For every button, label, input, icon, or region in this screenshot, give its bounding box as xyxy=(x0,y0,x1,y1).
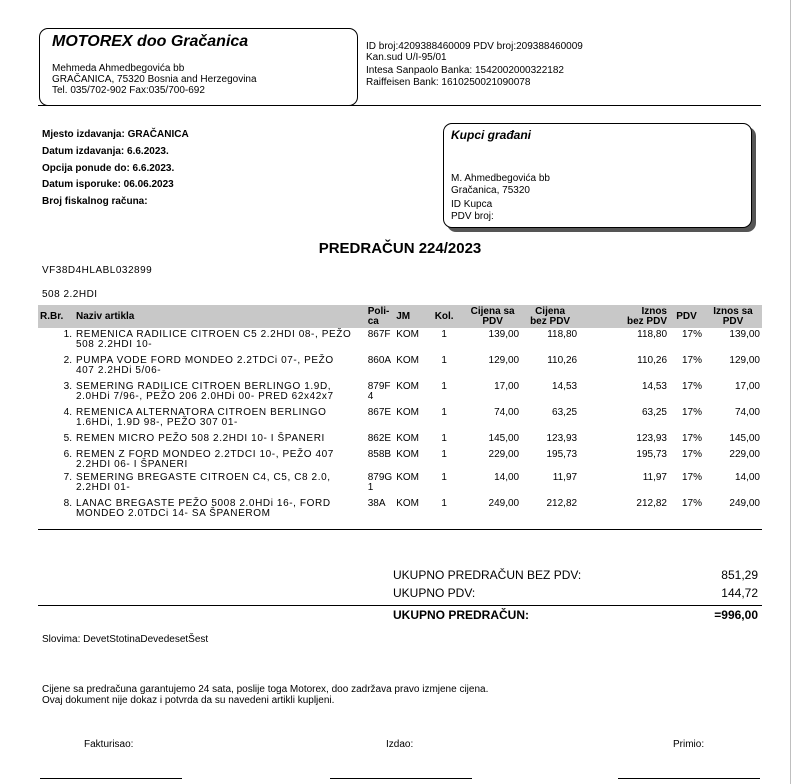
customer-id: ID Kupca xyxy=(451,199,493,210)
table-bottom-line xyxy=(38,529,762,530)
row-quantity: 1 xyxy=(441,449,447,460)
table-row xyxy=(38,354,762,380)
row-vat-rate: 17% xyxy=(681,355,702,366)
row-shelf xyxy=(366,471,394,497)
row-shelf-line-2: 1 xyxy=(367,482,374,493)
row-price-with-vat: 17,00 xyxy=(494,381,520,392)
row-article-name-line-1: LANAC BREGASTE PEŽO 5008 2.0HDi 16-, FORD xyxy=(75,498,331,509)
col-net xyxy=(521,305,579,328)
row-number: 5. xyxy=(63,433,72,444)
col-total xyxy=(704,305,762,328)
row-price-with-vat: 229,00 xyxy=(488,449,520,460)
table-row xyxy=(38,328,762,354)
row-article-name xyxy=(74,432,366,448)
row-amount-with-vat: 139,00 xyxy=(729,329,760,340)
row-amount-with-vat: 129,00 xyxy=(729,355,760,366)
row-price-without-vat: 118,80 xyxy=(547,329,578,340)
row-shelf xyxy=(366,328,394,354)
row-article-name-line-2: 2.0HDi 7/96-, PEŽO 206 2.0HDi 00- PRED 62x42x7 xyxy=(75,391,334,402)
row-article-name-line-2: MONDEO 2.0TDCi 14- SA ŠPANEROM xyxy=(75,508,271,519)
row-vat-rate: 17% xyxy=(681,433,702,444)
row-shelf xyxy=(366,448,394,471)
col-name: Naziv artikla xyxy=(74,305,366,328)
row-shelf-line-2: 4 xyxy=(367,391,374,402)
col-vat: PDV xyxy=(669,305,704,328)
signature-invoiced-label: Fakturisao: xyxy=(84,739,134,750)
fiscal-number: Broj fiskalnog računa: xyxy=(42,196,148,207)
row-price-without-vat: 110,26 xyxy=(547,355,578,366)
table-row xyxy=(38,448,762,471)
row-quantity: 1 xyxy=(441,355,447,366)
row-article-name-line-1: REMEN MICRO PEŽO 508 2.2HDI 10- I ŠPANERI xyxy=(75,433,325,444)
row-number: 6. xyxy=(63,449,72,460)
row-quantity: 1 xyxy=(441,472,447,483)
row-price-with-vat: 139,00 xyxy=(488,329,520,340)
registry-ids: ID broj:4209388460009 PDV broj:209388460009 xyxy=(366,41,583,52)
row-article-name-line-2: 508 2.2HDI 10- xyxy=(75,339,153,350)
col-amount-1: Iznos xyxy=(641,305,667,317)
row-article-name-line-1: SEMERING RADILICE CITROEN BERLINGO 1.9D, xyxy=(75,381,332,392)
row-shelf-line-1: 867E xyxy=(367,407,392,418)
table-row xyxy=(38,380,762,406)
row-amount-with-vat: 249,00 xyxy=(729,498,760,509)
vehicle-model: 508 2.2HDI xyxy=(42,289,98,300)
row-amount-without-vat: 123,93 xyxy=(636,433,667,444)
row-shelf xyxy=(366,432,394,448)
row-article-name-line-2: 2.2HDI 01- xyxy=(75,482,131,493)
customer-vat: PDV broj: xyxy=(451,211,494,222)
row-article-name xyxy=(74,471,366,497)
col-net-2: bez PDV xyxy=(530,315,571,327)
col-jm: JM xyxy=(394,305,424,328)
col-price xyxy=(464,305,521,328)
vehicle-vin: VF38D4HLABL032899 xyxy=(42,265,153,276)
row-article-name xyxy=(74,354,366,380)
grand-total-label: UKUPNO PREDRAČUN: xyxy=(393,608,530,622)
company-city: GRAČANICA, 75320 Bosnia and Herzegovina xyxy=(52,74,257,85)
row-amount-without-vat: 118,80 xyxy=(637,329,667,340)
row-shelf-line-1: 38A xyxy=(367,498,386,509)
col-price-1: Cijena sa xyxy=(470,305,515,317)
company-box xyxy=(39,28,358,106)
row-article-name-line-1: PUMPA VODE FORD MONDEO 2.2TDCi 07-, PEŽO xyxy=(75,355,334,366)
row-amount-without-vat: 11,97 xyxy=(642,472,667,483)
row-price-without-vat: 11,97 xyxy=(552,472,578,483)
col-police-1: Poli- xyxy=(367,305,390,317)
row-shelf xyxy=(366,406,394,432)
table-row xyxy=(38,471,762,497)
items-table xyxy=(38,305,762,521)
row-price-without-vat: 195,73 xyxy=(546,449,578,460)
row-number: 8. xyxy=(63,498,72,509)
row-quantity: 1 xyxy=(441,433,447,444)
table-header xyxy=(38,305,762,328)
company-address: Mehmeda Ahmedbegovića bb xyxy=(52,63,185,74)
row-price-with-vat: 129,00 xyxy=(488,355,520,366)
table-row xyxy=(38,406,762,432)
row-unit: KOM xyxy=(396,381,419,392)
col-police xyxy=(366,305,394,328)
row-number: 7. xyxy=(63,472,72,483)
row-price-with-vat: 249,00 xyxy=(488,498,520,509)
row-article-name xyxy=(74,406,366,432)
row-vat-rate: 17% xyxy=(681,407,702,418)
company-name: MOTOREX doo Gračanica xyxy=(52,33,249,50)
price-guarantee-note: Cijene sa predračuna garantujemo 24 sata, poslije toga Motorex, doo zadržava pravo izmjene cijena. xyxy=(42,684,489,695)
total-vat-value: 144,72 xyxy=(721,586,758,600)
row-article-name xyxy=(74,448,366,471)
row-amount-without-vat: 14,53 xyxy=(641,381,667,392)
total-net-label: UKUPNO PREDRAČUN BEZ PDV: xyxy=(393,568,582,582)
col-amount xyxy=(579,305,669,328)
row-quantity: 1 xyxy=(441,329,447,340)
customer-title: Kupci građani xyxy=(451,128,532,142)
registry-bank2: Raiffeisen Bank: 1610250021090078 xyxy=(366,77,531,88)
disclaimer-note: Ovaj dokument nije dokaz i potvrda da su navedeni artikli kupljeni. xyxy=(42,695,335,706)
row-vat-rate: 17% xyxy=(681,498,702,509)
col-price-2: PDV xyxy=(482,315,503,327)
row-price-without-vat: 123,93 xyxy=(546,433,578,444)
amount-in-words: Slovima: DevetStotinaDevedesetŠest xyxy=(42,634,209,645)
col-police-2: ca xyxy=(367,315,379,327)
row-unit: KOM xyxy=(396,449,419,460)
row-amount-without-vat: 212,82 xyxy=(636,498,667,509)
row-amount-with-vat: 74,00 xyxy=(734,407,760,418)
row-shelf xyxy=(366,497,394,521)
customer-address: M. Ahmedbegovića bb xyxy=(451,173,550,184)
row-number: 1. xyxy=(63,329,72,340)
col-qty: Kol. xyxy=(424,305,464,328)
document-title: PREDRAČUN 224/2023 xyxy=(318,240,482,257)
total-net-value: 851,29 xyxy=(721,568,758,582)
row-shelf-line-1: 879G xyxy=(367,472,393,483)
row-unit: KOM xyxy=(396,329,419,340)
row-amount-with-vat: 14,00 xyxy=(734,472,760,483)
row-shelf-line-1: 867F xyxy=(367,329,391,340)
row-amount-with-vat: 145,00 xyxy=(729,433,760,444)
row-number: 3. xyxy=(63,381,72,392)
customer-box xyxy=(443,123,752,228)
row-shelf-line-1: 858B xyxy=(367,449,392,460)
row-price-with-vat: 74,00 xyxy=(494,407,520,418)
row-article-name-line-1: SEMERING BREGASTE CITROEN C4, C5, C8 2.0, xyxy=(75,472,331,483)
row-quantity: 1 xyxy=(441,381,447,392)
grand-total-value: =996,00 xyxy=(714,608,758,622)
row-unit: KOM xyxy=(396,407,419,418)
row-article-name-line-1: REMEN Z FORD MONDEO 2.2TDCI 10-, PEŽO 407 xyxy=(75,449,334,460)
row-article-name-line-2: 407 2.2HDi 5/06- xyxy=(75,365,162,376)
row-price-without-vat: 63,25 xyxy=(552,407,578,418)
total-vat-label: UKUPNO PDV: xyxy=(393,586,476,600)
row-article-name xyxy=(74,497,366,521)
row-price-with-vat: 14,00 xyxy=(494,472,520,483)
row-article-name-line-1: REMENICA ALTERNATORA CITROEN BERLINGO xyxy=(75,407,327,418)
table-row xyxy=(38,432,762,448)
row-shelf xyxy=(366,354,394,380)
row-vat-rate: 17% xyxy=(681,449,702,460)
row-article-name xyxy=(74,380,366,406)
col-rbr: R.Br. xyxy=(38,305,74,328)
signature-issued-label: Izdao: xyxy=(386,739,414,750)
page-edge xyxy=(790,0,791,784)
offer-option: Opcija ponude do: 6.6.2023. xyxy=(42,163,175,174)
row-price-without-vat: 14,53 xyxy=(552,381,578,392)
row-unit: KOM xyxy=(396,433,419,444)
row-unit: KOM xyxy=(396,355,419,366)
row-number: 4. xyxy=(63,407,72,418)
row-article-name-line-2: 2.2HDI 06- I ŠPANERI xyxy=(75,459,188,470)
registry-court: Kan.sud U/I-95/01 xyxy=(366,52,447,63)
row-number: 2. xyxy=(63,355,72,366)
col-total-2: PDV xyxy=(722,315,744,327)
row-amount-with-vat: 229,00 xyxy=(729,449,760,460)
row-amount-with-vat: 17,00 xyxy=(734,381,760,392)
header-divider xyxy=(38,105,761,106)
company-phone: Tel. 035/702-902 Fax:035/700-692 xyxy=(52,85,205,96)
row-amount-without-vat: 63,25 xyxy=(641,407,667,418)
signature-received-line xyxy=(618,778,760,779)
delivery-date: Datum isporuke: 06.06.2023 xyxy=(42,179,174,190)
row-article-name-line-2: 1.6HDi, 1.9D 98-, PEŽO 307 01- xyxy=(75,417,238,428)
row-unit: KOM xyxy=(396,498,419,509)
row-vat-rate: 17% xyxy=(681,329,702,340)
issue-place: Mjesto izdavanja: GRAČANICA xyxy=(42,129,189,140)
row-quantity: 1 xyxy=(441,407,447,418)
totals-divider xyxy=(38,605,762,606)
col-total-1: Iznos sa xyxy=(713,305,753,317)
row-unit: KOM xyxy=(396,472,419,483)
registry-bank1: Intesa Sanpaolo Banka: 1542002000322182 xyxy=(366,65,564,76)
customer-city: Gračanica, 75320 xyxy=(451,185,530,196)
row-shelf-line-1: 860A xyxy=(367,355,392,366)
row-amount-without-vat: 110,26 xyxy=(637,355,667,366)
row-shelf xyxy=(366,380,394,406)
table-row xyxy=(38,497,762,521)
row-article-name-line-1: REMENICA RADILICE CITROEN C5 2.2HDI 08-, PEŽO xyxy=(75,329,352,340)
row-vat-rate: 17% xyxy=(681,381,702,392)
col-net-1: Cijena xyxy=(535,305,566,317)
row-vat-rate: 17% xyxy=(681,472,702,483)
row-price-with-vat: 145,00 xyxy=(488,433,520,444)
row-price-without-vat: 212,82 xyxy=(546,498,578,509)
col-amount-2: bez PDV xyxy=(626,315,667,327)
signature-received-label: Primio: xyxy=(673,739,705,750)
signature-issued-line xyxy=(330,778,472,779)
issue-date: Datum izdavanja: 6.6.2023. xyxy=(42,146,169,157)
row-shelf-line-1: 879F xyxy=(367,381,391,392)
row-article-name xyxy=(74,328,366,354)
row-quantity: 1 xyxy=(441,498,447,509)
row-shelf-line-1: 862E xyxy=(367,433,392,444)
signature-invoiced-line xyxy=(40,778,182,779)
row-amount-without-vat: 195,73 xyxy=(636,449,667,460)
